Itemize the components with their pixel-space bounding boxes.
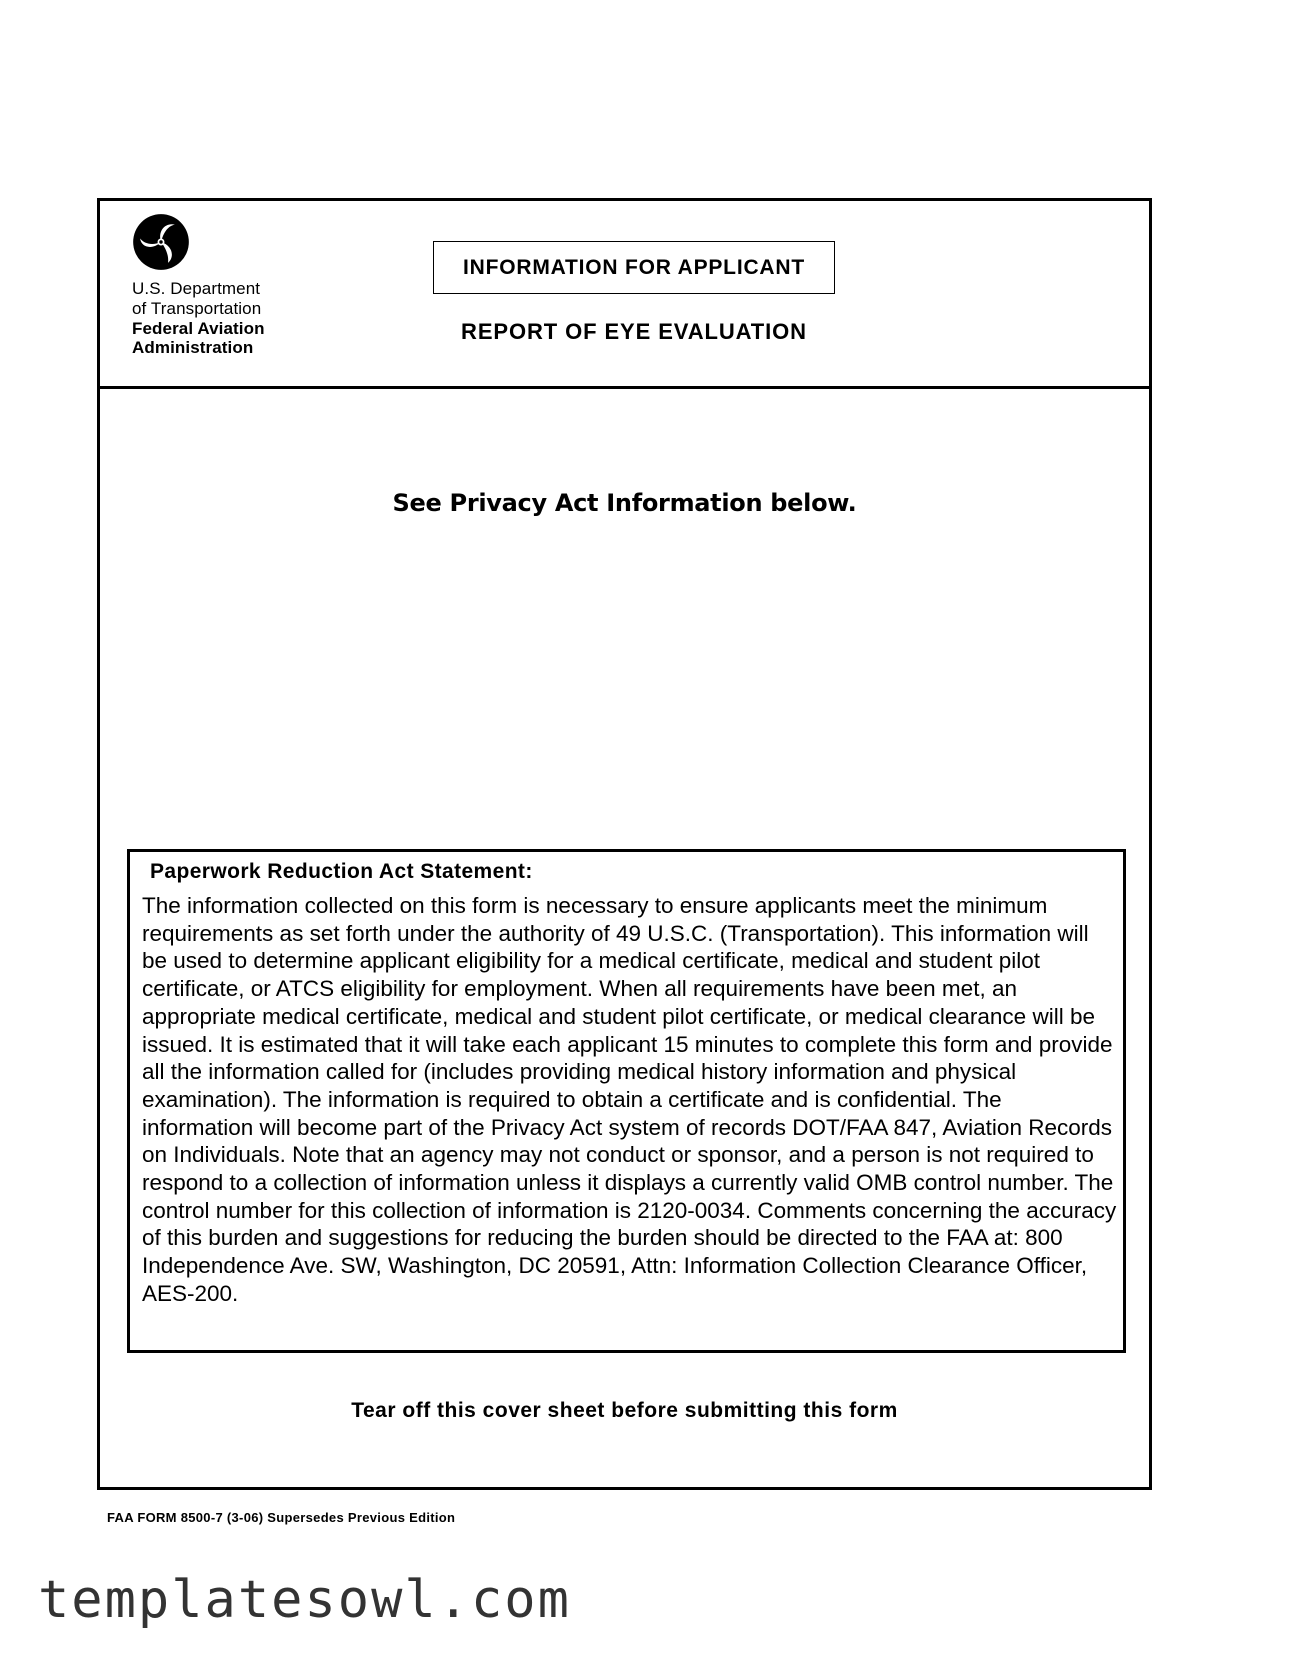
form-cover-sheet — [97, 198, 1152, 1490]
agency-line-3: Federal Aviation — [132, 319, 265, 338]
agency-name — [132, 279, 265, 357]
agency-block — [132, 213, 265, 357]
report-title: REPORT OF EYE EVALUATION — [461, 319, 807, 344]
form-header — [100, 201, 1149, 389]
info-for-applicant-title: INFORMATION FOR APPLICANT — [433, 241, 835, 294]
agency-line-4: Administration — [132, 338, 254, 357]
paperwork-reduction-heading: Paperwork Reduction Act Statement: — [150, 860, 533, 883]
agency-line-2: of Transportation — [132, 299, 262, 318]
tear-off-instruction: Tear off this cover sheet before submitting this form — [351, 1399, 898, 1422]
agency-line-1: U.S. Department — [132, 279, 261, 298]
paperwork-reduction-box — [127, 849, 1126, 1353]
form-number: FAA FORM 8500-7 (3-06) Supersedes Previous Edition — [107, 1510, 456, 1525]
privacy-act-note: See Privacy Act Information below. — [392, 489, 857, 517]
watermark: templatesowl.com — [38, 1570, 571, 1630]
paperwork-reduction-body: The information collected on this form is necessary to ensure applicants meet the minimum requirements as set forth under the authority of 49 U.S.C. (Transportation). This information will be used to determine applicant eligibility for a medical certificate, medical and student pilot certificate, or ATCS eligibility for employment. When all requirements have been met, an appropriate medical certificate, medical and student pilot certificate, or medical clearance will be issued. It is estimated that it will take each applicant 15 minutes to complete this form and provide all the information called for (includes providing medical history information and physical examination). The information is required to obtain a certificate and is confidential. The information will become part of the Privacy Act system of records DOT/FAA 847, Aviation Records on Individuals. Note that an agency may not conduct or sponsor, and a person is not required to respond to a collection of information unless it displays a currently valid OMB control number. The control number for this collection of information is 2120-0034. Comments concerning the accuracy of this burden and suggestions for reducing the burden should be directed to the FAA at: 800 Independence Ave. SW, Washington, DC 20591, Attn: Information Collection Clearance Officer, AES-200. — [142, 893, 1117, 1306]
dot-triskelion-logo-icon — [132, 213, 190, 271]
